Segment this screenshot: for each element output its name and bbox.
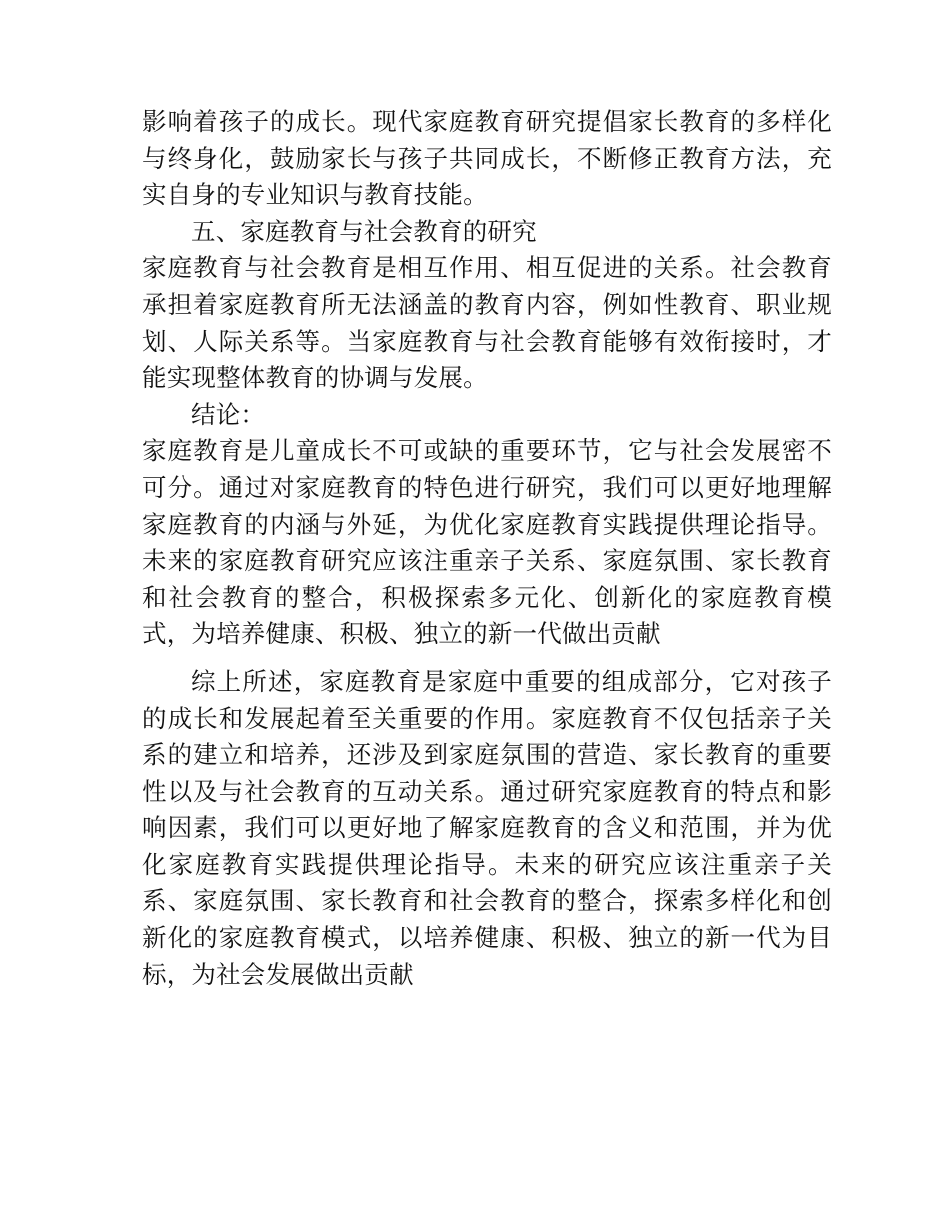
section-heading-conclusion: 结论： [191, 399, 266, 429]
document-body [142, 104, 832, 993]
paragraph-social-education: 家庭教育与社会教育是相互作用、相互促进的关系。社会教育承担着家庭教育所无法涵盖的教育内容，例如性教育、职业规划、人际关系等。当家庭教育与社会教育能够有效衔接时，才能实现整体教育的协调与发展。 [142, 253, 832, 393]
paragraph-conclusion: 家庭教育是儿童成长不可或缺的重要环节，它与社会发展密不可分。通过对家庭教育的特色进行研究，我们可以更好地理解家庭教育的内涵与外延，为优化家庭教育实践提供理论指导。未来的家庭教育研究应该注重亲子关系、家庭氛围、家长教育和社会教育的整合，积极探索多元化、创新化的家庭教育模式，为培养健康、积极、独立的新一代做出贡献 [142, 436, 832, 649]
paragraph-parent-education-continued: 影响着孩子的成长。现代家庭教育研究提倡家长教育的多样化与终身化，鼓励家长与孩子共同成长，不断修正教育方法，充实自身的专业知识与教育技能。 [142, 107, 832, 210]
paragraph-summary: 综上所述，家庭教育是家庭中重要的组成部分，它对孩子的成长和发展起着至关重要的作用。家庭教育不仅包括亲子关系的建立和培养，还涉及到家庭氛围的营造、家长教育的重要性以及与社会教育的互动关系。通过研究家庭教育的特点和影响因素，我们可以更好地了解家庭教育的含义和范围，并为优化家庭教育实践提供理论指导。未来的研究应该注重亲子关系、家庭氛围、家长教育和社会教育的整合，探索多样化和创新化的家庭教育模式，以培养健康、积极、独立的新一代为目标，为社会发展做出贡献 [142, 666, 832, 989]
section-heading-social-education: 五、家庭教育与社会教育的研究 [191, 216, 537, 246]
